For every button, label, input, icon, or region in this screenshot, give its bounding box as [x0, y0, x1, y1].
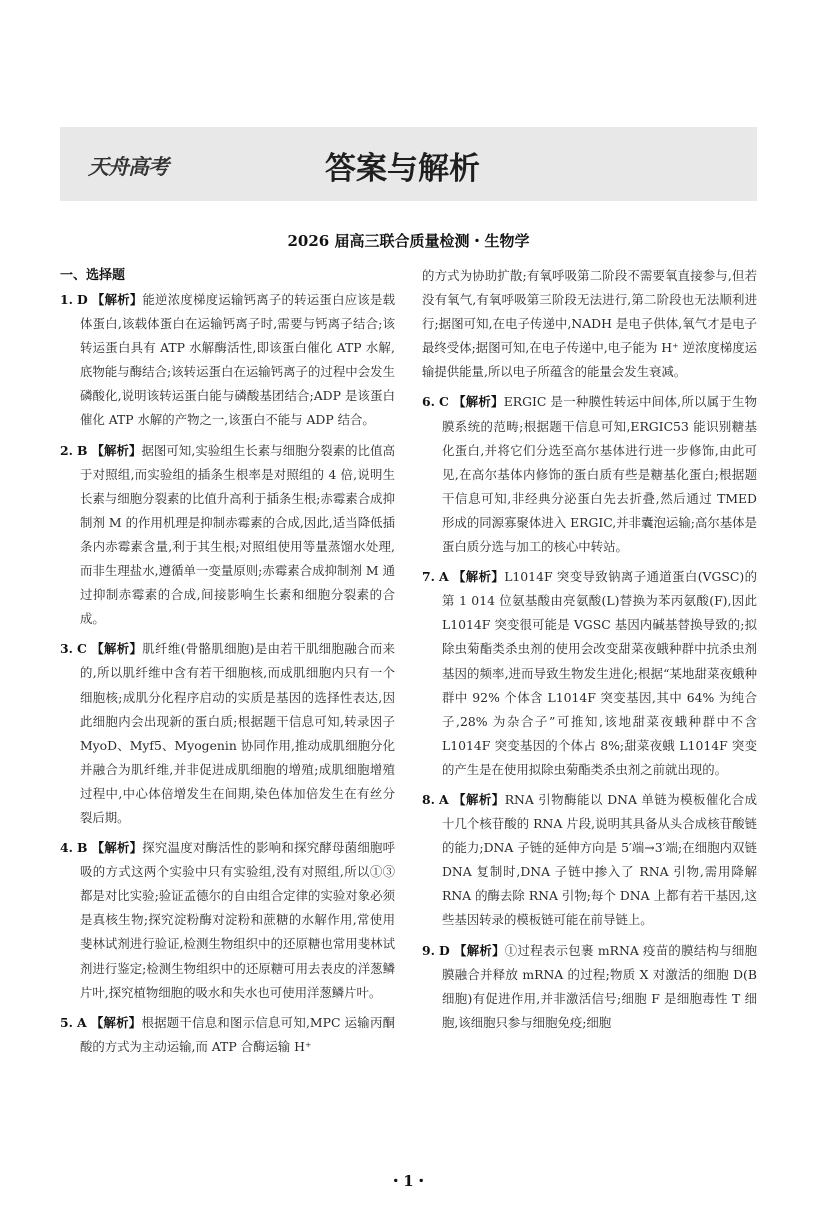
answer-item — [60, 1011, 395, 1059]
analysis-text: 探究温度对酶活性的影响和探究酵母菌细胞呼吸的方式这两个实验中只有实验组,没有对照组,所以①③都是对比实验;验证孟德尔的自由组合定律的实验对象必须是真核生物;探究淀粉酶对淀粉和蔗糖的水解作用,常使用斐林试剂进行验证,检测生物组织中的还原糖也常用斐林试剂进行鉴定;检测生物组织中的还原糖可用去表皮的洋葱鳞片叶,探究植物细胞的吸水和失水也可使用洋葱鳞片叶。 — [80, 840, 396, 1000]
question-number: 2. — [60, 442, 73, 458]
right-column — [422, 264, 757, 1035]
analysis-text: L1014F 突变导致钠离子通道蛋白(VGSC)的第 1 014 位氨基酸由亮氨酸(L)替换为苯丙氨酸(F),因此 L1014F 突变很可能是 VGSC 基因内碱基替换导致的;拟除虫菊酯类杀虫剂的使用会改变甜菜夜蛾种群中抗杀虫剂基因的频率,进而导致生物发生进化;根据“某地甜菜夜蛾种群中 92% 个体含 L1014F 突变基因,其中 64% 为纯合子,28% 为杂合子”可推知,该地甜菜夜蛾种群中不含 L1014F 突变基因的个体占 8%;甜菜夜蛾 L1014F 突变的产生是在使用拟除虫菊酯类杀虫剂之前就出现的。 — [442, 569, 758, 777]
answer-item — [422, 390, 757, 559]
analysis-text: ①过程表示包裹 mRNA 疫苗的膜结构与细胞膜融合并释放 mRNA 的过程;物质 X 对激活的细胞 D(B 细胞)有促进作用,并非激活信号;细胞 F 是细胞毒性 T 细胞,该细胞只参与细胞免疫;细胞 — [442, 942, 758, 1030]
answer-item — [60, 439, 395, 632]
continued-answer: 的方式为协助扩散;有氧呼吸第二阶段不需要氧直接参与,但若没有氧气,有氧呼吸第三阶段无法进行,第二阶段也无法顺利进行;据图可知,在电子传递中,NADH 是电子供体,氧气才是电子最终受体;据图可知,在电子传递中,电子能为 H⁺ 逆浓度梯度运输提供能量,所以电子所蕴含的能量会发生衰减。 — [422, 268, 757, 380]
header-banner — [60, 127, 757, 201]
exam-subtitle: 2026 届高三联合质量检测・生物学 — [287, 232, 530, 250]
question-number: 8. — [422, 791, 435, 807]
analysis-tag: 【解析】 — [91, 840, 143, 856]
answer-letter: B — [76, 840, 88, 856]
answer-letter: D — [76, 292, 88, 307]
answer-letter: D — [438, 942, 450, 958]
analysis-tag: 【解析】 — [452, 569, 505, 585]
left-column — [60, 264, 395, 1059]
analysis-tag: 【解析】 — [90, 1014, 142, 1030]
analysis-text: 能逆浓度梯度运输钙离子的转运蛋白应该是载体蛋白,该载体蛋白在运输钙离子时,需要与钙离子结合;该转运蛋白具有 ATP 水解酶活性,即该蛋白催化 ATP 水解,底物能与酶结合;该转运蛋白在运输钙离子的过程中会发生磷酸化,说明该转运蛋白能与磷酸基团结合;ADP 是该蛋白催化 ATP 水解的产物之一,该蛋白不能与 ADP 结合。 — [80, 292, 396, 428]
analysis-text: ERGIC 是一种膜性转运中间体,所以属于生物膜系统的范畴;根据题干信息可知,ERGIC53 能识别糖基化蛋白,并将它们分选至高尔基体进行进一步修饰,由此可见,在高尔基体内修饰的蛋白质有些是糖基化蛋白;根据题干信息可知,非经典分泌蛋白先去折叠,然后通过 TMED 形成的同源寡聚体进入 ERGIC,并非囊泡运输;高尔基体是蛋白质分选与加工的核心中转站。 — [442, 394, 757, 555]
analysis-text: 据图可知,实验组生长素与细胞分裂素的比值高于对照组,而实验组的插条生根率是对照组的 4 倍,说明生长素与细胞分裂素的比值升高利于插条生根;赤霉素合成抑制剂 M 的作用机理是抑制赤霉素的合成,因此,适当降低插条内赤霉素含量,利于其生根;对照组使用等量蒸馏水处理,而非生理盐水,遵循单一变量原则;赤霉素合成抑制剂 M 通过抑制赤霉素的合成,间接影响生长素和细胞分裂素的合成。 — [80, 442, 395, 627]
section-heading: 一、选择题 — [60, 268, 126, 283]
analysis-tag: 【解析】 — [90, 641, 143, 657]
question-number: 6. — [422, 394, 435, 410]
answer-letter: A — [438, 791, 449, 807]
question-number: 5. — [60, 1014, 73, 1030]
page-title: 答案与解析 — [325, 151, 480, 187]
analysis-tag: 【解析】 — [452, 791, 505, 807]
answer-letter: A — [438, 569, 449, 585]
answer-item — [422, 788, 757, 933]
answer-item — [422, 565, 757, 782]
analysis-tag: 【解析】 — [91, 292, 143, 307]
answer-item — [60, 836, 395, 1005]
analysis-text: 肌纤维(骨骼肌细胞)是由若干肌细胞融合而来的,所以肌纤维中含有若干细胞核,而成肌细胞内只有一个细胞核;成肌分化程序启动的实质是基因的选择性表达,因此细胞内会出现新的蛋白质;根据题干信息可知,转录因子 MyoD、Myf5、Myogenin 协同作用,推动成肌细胞分化并融合为肌纤维,并非促进成肌细胞的增殖;成肌细胞增殖过程中,中心体倍增发生在间期,染色体加倍发生在有丝分裂后期。 — [80, 641, 395, 825]
analysis-tag: 【解析】 — [91, 442, 142, 458]
answer-letter: C — [76, 641, 87, 657]
question-number: 1. — [60, 292, 73, 307]
answer-item — [60, 637, 395, 830]
answer-letter: C — [438, 394, 449, 410]
answer-item — [60, 288, 395, 433]
analysis-text: 根据题干信息和图示信息可知,MPC 运输丙酮酸的方式为主动运输,而 ATP 合酶运输 H⁺ — [80, 1014, 395, 1054]
answer-item — [422, 939, 757, 1035]
analysis-tag: 【解析】 — [452, 394, 504, 410]
brand-logo: 天舟高考 — [88, 155, 168, 179]
page-number: ・1・ — [388, 1172, 429, 1190]
question-number: 4. — [60, 840, 73, 856]
analysis-tag: 【解析】 — [453, 942, 505, 958]
question-number: 7. — [422, 569, 435, 585]
answer-letter: A — [76, 1014, 87, 1030]
answer-letter: B — [76, 442, 88, 458]
analysis-text: RNA 引物酶能以 DNA 单链为模板催化合成十几个核苷酸的 RNA 片段,说明其具备从头合成核苷酸链的能力;DNA 子链的延伸方向是 5′端→3′端;在细胞内双链 DNA 复制时,DNA 子链中掺入了 RNA 引物,需用降解 RNA 的酶去除 RNA 引物;每个 DNA 上都有若干基因,这些基因转录的模板链可能在前导链上。 — [442, 791, 757, 928]
question-number: 3. — [60, 641, 73, 657]
question-number: 9. — [422, 942, 435, 958]
